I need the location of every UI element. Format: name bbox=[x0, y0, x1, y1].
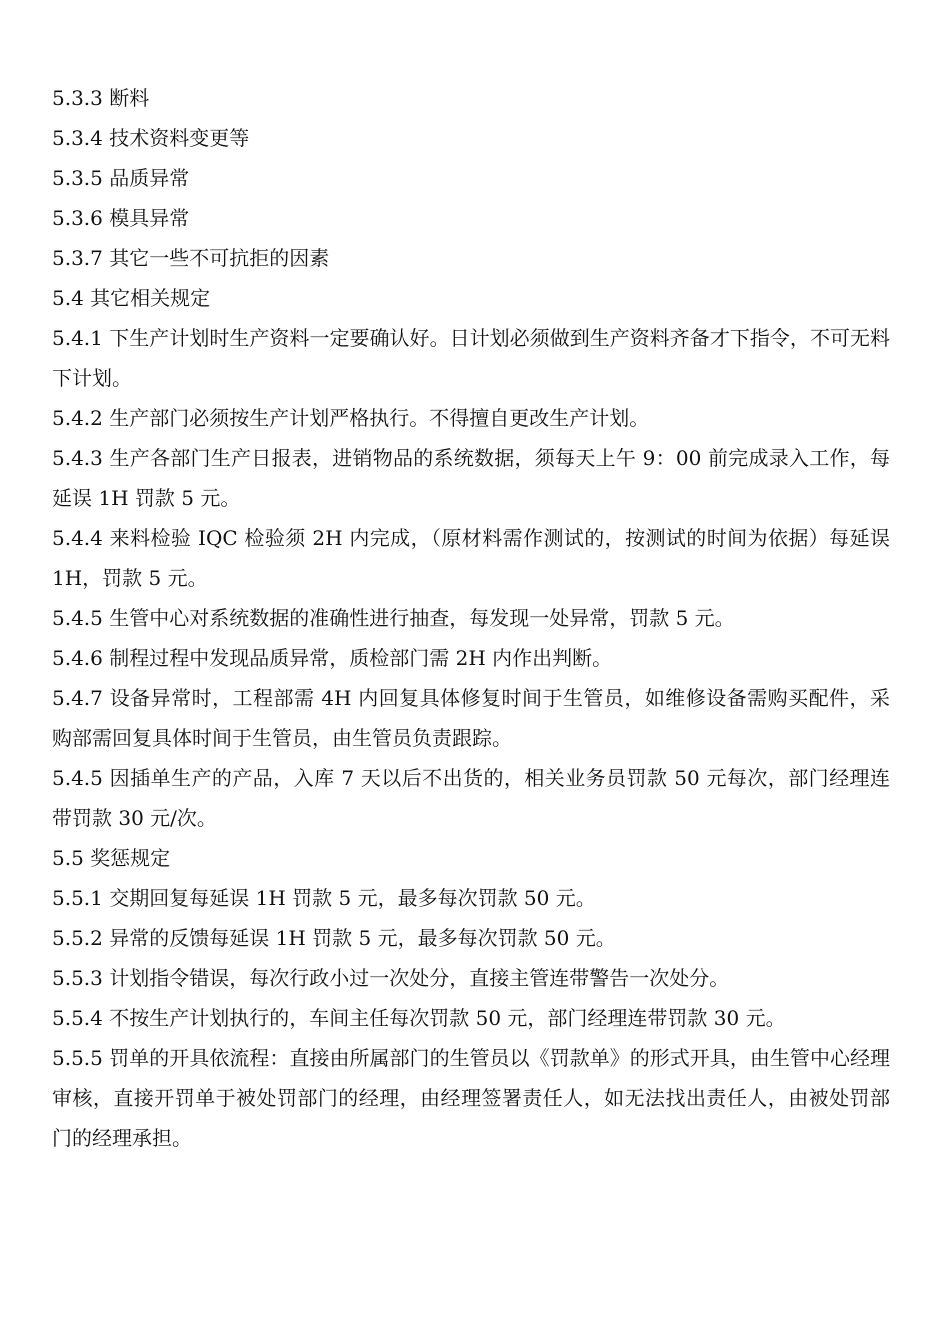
clause-5-5-4: 5.5.4 不按生产计划执行的，车间主任每次罚款 50 元，部门经理连带罚款 30 元。 bbox=[52, 1006, 786, 1030]
clause-5-3-3: 5.3.3 断料 bbox=[52, 86, 150, 110]
clause-5-4-3: 5.4.3 生产各部门生产日报表，进销物品的系统数据，须每天上午 9：00 前完成录入工作，每延误 1H 罚款 5 元。 bbox=[52, 446, 890, 510]
clause-5-3-4: 5.3.4 技术资料变更等 bbox=[52, 126, 250, 150]
clause-5-4-5-b: 5.4.5 因插单生产的产品，入库 7 天以后不出货的，相关业务员罚款 50 元每次，部门经理连带罚款 30 元/次。 bbox=[52, 766, 890, 830]
clause-5-4-4: 5.4.4 来料检验 IQC 检验须 2H 内完成，（原材料需作测试的，按测试的时间为依据）每延误 1H，罚款 5 元。 bbox=[52, 526, 890, 590]
document-body bbox=[52, 78, 890, 1158]
clause-5-3-5: 5.3.5 品质异常 bbox=[52, 166, 190, 190]
section-5-4-heading: 5.4 其它相关规定 bbox=[52, 286, 211, 310]
clause-5-5-1: 5.5.1 交期回复每延误 1H 罚款 5 元，最多每次罚款 50 元。 bbox=[52, 886, 596, 910]
clause-5-3-7: 5.3.7 其它一些不可抗拒的因素 bbox=[52, 246, 330, 270]
clause-5-4-7: 5.4.7 设备异常时，工程部需 4H 内回复具体修复时间于生管员，如维修设备需购买配件，采购部需回复具体时间于生管员，由生管员负责跟踪。 bbox=[52, 686, 890, 750]
clause-5-4-2: 5.4.2 生产部门必须按生产计划严格执行。不得擅自更改生产计划。 bbox=[52, 406, 650, 430]
clause-5-3-6: 5.3.6 模具异常 bbox=[52, 206, 190, 230]
section-5-5-heading: 5.5 奖惩规定 bbox=[52, 846, 171, 870]
clause-5-5-2: 5.5.2 异常的反馈每延误 1H 罚款 5 元，最多每次罚款 50 元。 bbox=[52, 926, 616, 950]
clause-5-4-6: 5.4.6 制程过程中发现品质异常，质检部门需 2H 内作出判断。 bbox=[52, 646, 613, 670]
clause-5-4-5-a: 5.4.5 生管中心对系统数据的准确性进行抽查，每发现一处异常，罚款 5 元。 bbox=[52, 606, 735, 630]
clause-5-4-1: 5.4.1 下生产计划时生产资料一定要确认好。日计划必须做到生产资料齐备才下指令，不可无料下计划。 bbox=[52, 326, 890, 390]
clause-5-5-5: 5.5.5 罚单的开具依流程：直接由所属部门的生管员以《罚款单》的形式开具，由生管中心经理审核，直接开罚单于被处罚部门的经理，由经理签署责任人，如无法找出责任人，由被处罚部门的经理承担。 bbox=[52, 1046, 890, 1150]
clause-5-5-3: 5.5.3 计划指令错误，每次行政小过一次处分，直接主管连带警告一次处分。 bbox=[52, 966, 730, 990]
